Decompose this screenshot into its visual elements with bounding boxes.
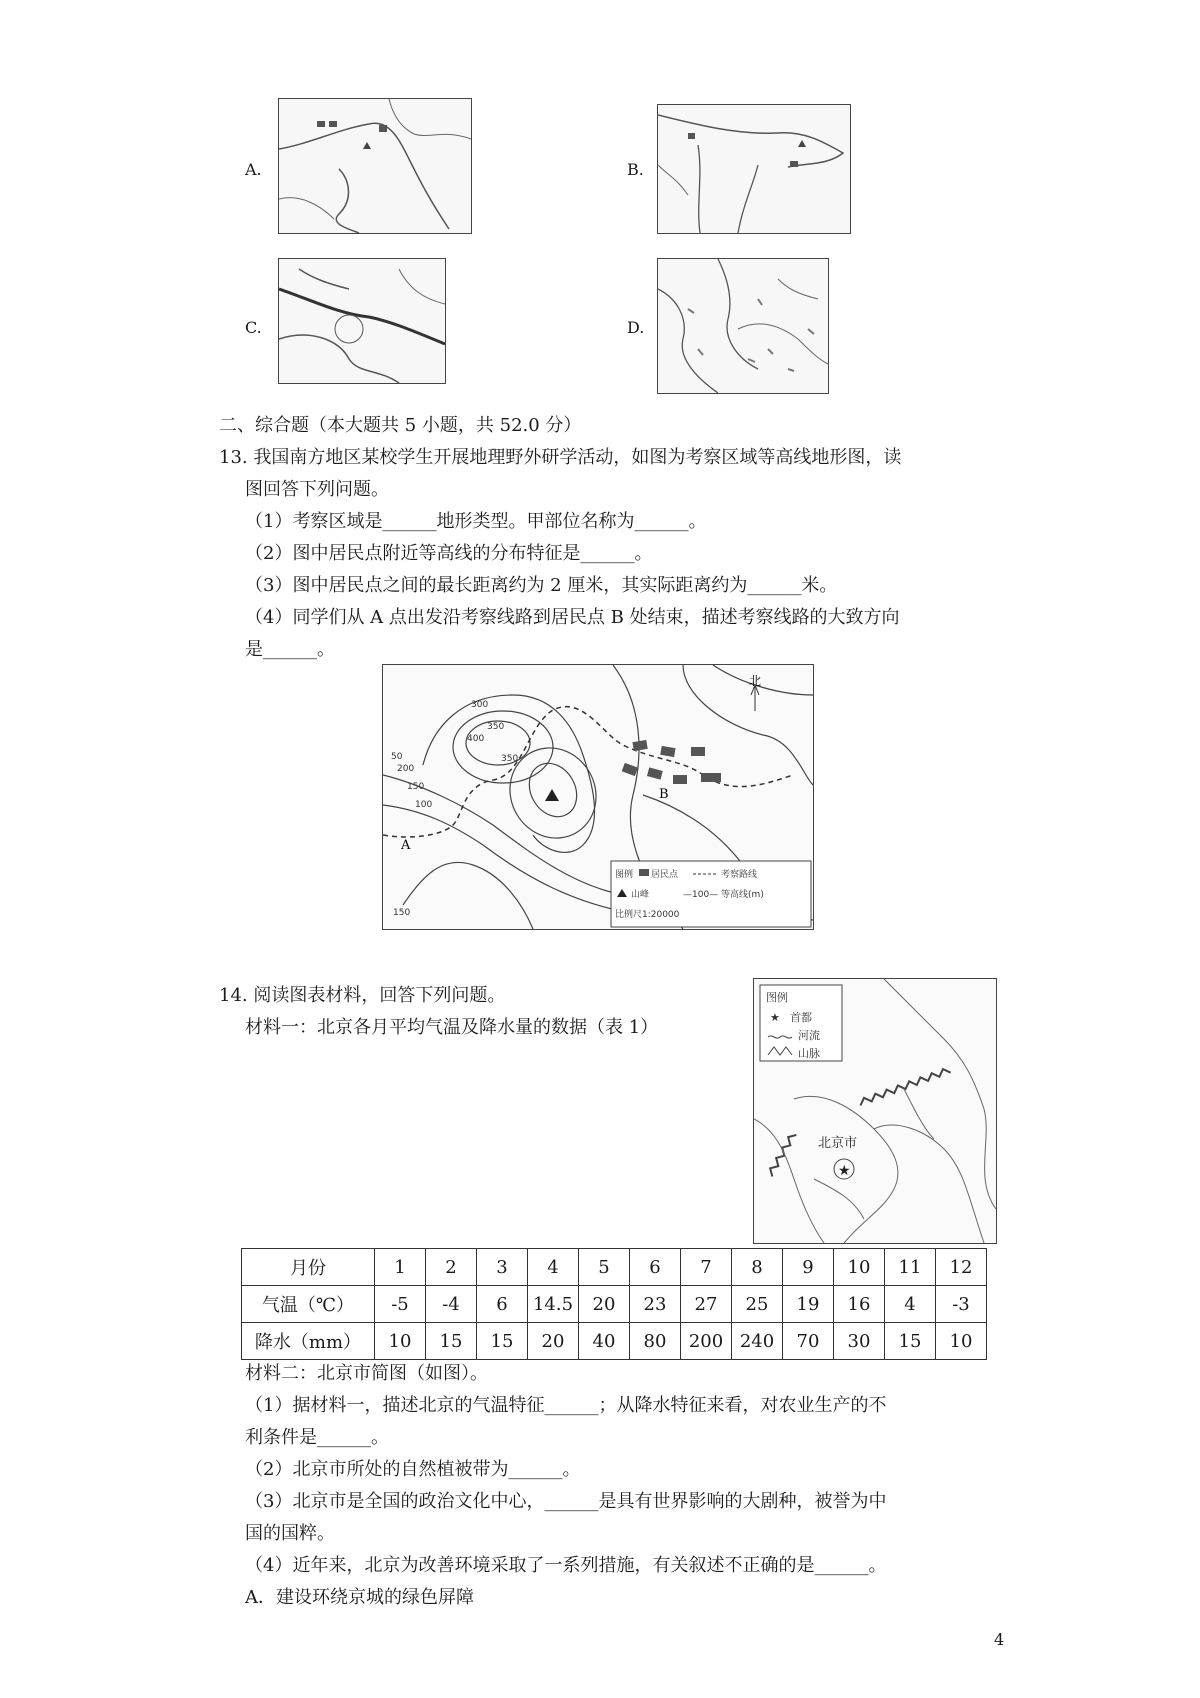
table-cell: 1 (375, 1249, 426, 1286)
option-b-label: B. (627, 160, 644, 179)
option-d-map (657, 258, 829, 394)
row-label: 气温（℃） (242, 1286, 375, 1323)
option-c-label: C. (245, 318, 262, 337)
point-b-label: B (659, 787, 669, 802)
table-cell: 20 (528, 1323, 579, 1360)
table-cell: 15 (477, 1323, 528, 1360)
table-cell: 4 (885, 1286, 936, 1323)
legend-route: 考察路线 (721, 870, 758, 880)
table-cell: 14.5 (528, 1286, 579, 1323)
table-cell: 200 (681, 1323, 732, 1360)
legend-mountain: 山脉 (798, 1047, 820, 1060)
table-cell: 19 (783, 1286, 834, 1323)
table-cell: -5 (375, 1286, 426, 1323)
q13-stem-line2: 图回答下列问题。 (245, 479, 389, 500)
page-number: 4 (994, 1630, 1005, 1649)
table-cell: 15 (426, 1323, 477, 1360)
mountain-range (858, 1067, 950, 1105)
table-cell: 80 (630, 1323, 681, 1360)
point-a-label: A (401, 838, 411, 853)
q14-part2: （2）北京市所处的自然植被带为______。 (245, 1459, 581, 1480)
contour-label: 350 (487, 722, 505, 732)
q14-part1-line2: 利条件是______。 (245, 1427, 389, 1448)
table-cell: 240 (732, 1323, 783, 1360)
option-a-label: A. (245, 160, 262, 179)
table-cell: -3 (936, 1286, 987, 1323)
q13-stem-line1: 13. 我国南方地区某校学生开展地理野外研学活动，如图为考察区域等高线地形图，读 (219, 447, 902, 468)
q13-part4-line2: 是______。 (245, 639, 335, 660)
beijing-label: 北京市 (818, 1136, 858, 1151)
section-title: 二、综合题（本大题共 5 小题，共 52.0 分） (219, 415, 582, 436)
table-cell: 23 (630, 1286, 681, 1323)
mountain-range (767, 1132, 796, 1177)
legend-river: 河流 (798, 1029, 820, 1042)
table-cell: 3 (477, 1249, 528, 1286)
legend-title: 图例 (766, 991, 788, 1004)
contour-label: 350 (501, 754, 519, 764)
q13-part2: （2）图中居民点附近等高线的分布特征是______。 (245, 543, 653, 564)
table-row (242, 1286, 987, 1323)
table-cell: 5 (579, 1249, 630, 1286)
q13-part3: （3）图中居民点之间的最长距离约为 2 厘米，其实际距离约为______米。 (245, 575, 838, 596)
table-cell: 40 (579, 1323, 630, 1360)
legend-peak: 山峰 (631, 890, 650, 900)
contour-label: 400 (467, 734, 485, 744)
q14-material2: 材料二：北京市简图（如图）。 (245, 1363, 488, 1384)
table-cell: 27 (681, 1286, 732, 1323)
table-cell: 20 (579, 1286, 630, 1323)
q13-part1: （1）考察区域是______地形类型。甲部位名称为______。 (245, 511, 707, 532)
legend-settlement: 居民点 (651, 870, 679, 880)
table-cell: 10 (936, 1323, 987, 1360)
table-cell: 11 (885, 1249, 936, 1286)
row-label: 降水（mm） (242, 1323, 375, 1360)
q14-part4-option-a: A．建设环绕京城的绿色屏障 (245, 1587, 474, 1608)
table-cell: 16 (834, 1286, 885, 1323)
option-b-map (657, 104, 851, 234)
option-c-map (278, 258, 446, 384)
legend-title: 图例 (615, 870, 634, 880)
table-cell: 12 (936, 1249, 987, 1286)
north-label: 北 (749, 674, 762, 688)
table-row (242, 1249, 987, 1286)
table-cell: 7 (681, 1249, 732, 1286)
option-d-label: D. (627, 318, 645, 337)
table-cell: 25 (732, 1286, 783, 1323)
table-cell: -4 (426, 1286, 477, 1323)
table-cell: 2 (426, 1249, 477, 1286)
contour-label: 300 (471, 700, 489, 710)
beijing-map (753, 978, 997, 1244)
option-a-map (278, 98, 472, 234)
contour-label: 50 (391, 752, 403, 762)
table-cell: 10 (375, 1323, 426, 1360)
north-arrow-icon (751, 685, 759, 711)
q13-part4-line1: （4）同学们从 A 点出发沿考察线路到居民点 B 处结束，描述考察线路的大致方向 (245, 607, 900, 628)
q14-part3-line1: （3）北京市是全国的政治文化中心，______是具有世界影响的大剧种，被誉为中 (245, 1491, 887, 1512)
contour-label: 150 (407, 782, 425, 792)
q14-part3-line2: 国的国粹。 (245, 1523, 335, 1544)
q14-part4: （4）近年来，北京为改善环境采取了一系列措施，有关叙述不正确的是______。 (245, 1555, 887, 1576)
q14-part1-line1: （1）据材料一，描述北京的气温特征______；从降水特征来看，对农业生产的不 (245, 1395, 887, 1416)
contour-label: 150 (393, 908, 411, 918)
table-cell: 6 (630, 1249, 681, 1286)
row-label: 月份 (242, 1249, 375, 1286)
legend-scale: 比例尺1:20000 (615, 910, 680, 920)
contour-label: 100 (415, 800, 433, 810)
table-cell: 6 (477, 1286, 528, 1323)
capital-star-icon: ★ (838, 1163, 851, 1179)
table-row (242, 1323, 987, 1360)
table-cell: 4 (528, 1249, 579, 1286)
contour-label: 200 (397, 764, 415, 774)
table-cell: 9 (783, 1249, 834, 1286)
table-cell: 8 (732, 1249, 783, 1286)
table-cell: 70 (783, 1323, 834, 1360)
q14-stem: 14. 阅读图表材料，回答下列问题。 (219, 985, 506, 1006)
capital-legend-icon: ★ (770, 1011, 780, 1024)
legend-capital: 首都 (790, 1011, 812, 1024)
contour-map (382, 664, 814, 930)
q14-material1: 材料一：北京各月平均气温及降水量的数据（表 1） (245, 1017, 659, 1038)
peak-icon (545, 789, 559, 801)
beijing-climate-table (241, 1248, 987, 1360)
table-cell: 30 (834, 1323, 885, 1360)
table-cell: 10 (834, 1249, 885, 1286)
legend-contour: —100— 等高线(m) (683, 890, 764, 900)
table-cell: 15 (885, 1323, 936, 1360)
